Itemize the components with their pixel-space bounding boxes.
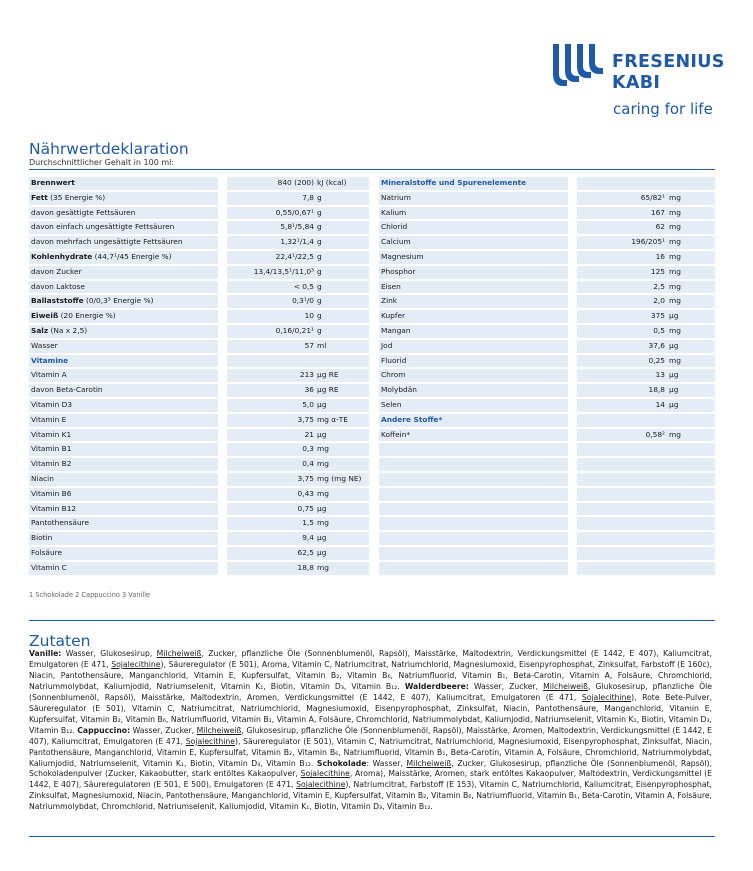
table-row: [379, 457, 719, 472]
row-label-bold: Fett: [31, 192, 48, 202]
row-value-cell: [227, 414, 369, 427]
nutrition-table-right: [379, 176, 719, 576]
row-value: 0,3¹/0: [292, 296, 314, 306]
row-label: Magnesium: [379, 251, 568, 264]
table-row: [29, 294, 369, 309]
table-row: [29, 206, 369, 221]
table-row: [379, 354, 719, 369]
table-row: [379, 250, 719, 265]
row-value: 18,8: [648, 385, 665, 395]
row-label: Wasser: [29, 340, 218, 353]
row-value-cell: [227, 369, 369, 382]
row-unit: g: [317, 266, 322, 276]
row-value-cell: [577, 488, 715, 501]
row-unit: µg: [669, 370, 679, 380]
row-label-bold: Kohlenhydrate: [31, 251, 93, 261]
row-unit: g: [317, 251, 322, 261]
row-value-cell: [227, 443, 369, 456]
row-label: Fluorid: [379, 355, 568, 368]
row-value-cell: [577, 443, 715, 456]
row-value: 0,43: [297, 488, 314, 498]
table-row: [29, 235, 369, 250]
row-label: Andere Stoffe*: [379, 414, 568, 427]
nutrition-subtitle: Durchschnittlicher Gehalt in 100 ml:: [29, 158, 175, 167]
row-value: 5,8¹/5,84: [280, 222, 314, 232]
row-unit: mg: [669, 192, 681, 202]
row-label-rest: (44,7¹/45 Energie %): [92, 251, 172, 261]
row-value: 0,16/0,21¹: [275, 325, 314, 335]
footnote: 1 Schokolade 2 Cappuccino 3 Vanille: [29, 591, 151, 599]
table-row: [29, 516, 369, 531]
row-unit: µg: [317, 503, 327, 513]
row-unit: mg: [317, 562, 329, 572]
row-unit: mg α-TE: [317, 414, 348, 424]
row-label: Natrium: [379, 192, 568, 205]
row-value-cell: [577, 532, 715, 545]
table-row: [29, 472, 369, 487]
table-row: [29, 280, 369, 295]
row-label: davon mehrfach ungesättigte Fettsäuren: [29, 236, 218, 249]
row-unit: g: [317, 237, 322, 247]
allergen-text: Milcheiweiß: [196, 725, 242, 735]
row-value-cell: [227, 192, 369, 205]
row-unit: µg: [317, 429, 327, 439]
row-value-cell: [227, 399, 369, 412]
row-value-cell: [227, 562, 369, 575]
row-label: Koffein*: [379, 429, 568, 442]
row-label: Folsäure: [29, 547, 218, 560]
row-unit: g: [317, 325, 322, 335]
row-value-cell: [227, 488, 369, 501]
table-row: [29, 561, 369, 576]
ingredients-text: [29, 649, 712, 813]
row-value: 10: [304, 311, 314, 321]
row-label-bold: Ballaststoffe: [31, 296, 84, 306]
row-value-cell: [227, 295, 369, 308]
row-value-cell: [577, 547, 715, 560]
row-value: 375: [650, 311, 665, 321]
row-value-cell: [227, 458, 369, 471]
row-value: 167: [650, 207, 665, 217]
row-label: davon Laktose: [29, 281, 218, 294]
ingredient-text: ), Natriumcitrat, Farbstoff (E 153), Vitamin C, Natriumchlorid, Kaliumcitrat, Eisenpyrophosphat, Zinksulfat, Magnesiumoxid, Niacin, Pantothensäure, Manganchlorid, Vitamin E, Kupfersulfat, Vitamin B₂, Vitamin B₆, Natriumfluorid, Vitamin B₁, Beta-Carotin, Vitamin A, Folsäure, Natriummolybdat, Chromchlorid, Natriumselenit, Kaliumjodid, Vitamin K₁, Biotin, Vitamin D₃, Vitamin B₁₂.: [29, 780, 712, 812]
ingredient-text: Wasser, Zucker,: [468, 681, 544, 691]
row-label: davon Zucker: [29, 266, 218, 279]
row-value: 1,32¹/1,4: [280, 237, 314, 247]
row-unit: mg: [317, 459, 329, 469]
row-value: 3,75: [297, 473, 314, 483]
row-unit: mg: [669, 222, 681, 232]
row-value-cell: [227, 532, 369, 545]
row-value-cell: [577, 310, 715, 323]
table-row: [379, 472, 719, 487]
table-row: [379, 413, 719, 428]
ingredient-text: , Zucker, Glukosesirup, pflanzliche Öle (Sonnenblumenöl, Rapsöl), Schokoladenpulver (Zucker, Kakaobutter, stark entöltes Kakaopulver,: [29, 758, 712, 779]
table-row: [29, 531, 369, 546]
allergen-text: Milcheiweiß: [543, 681, 588, 691]
row-label: Vitamin B2: [29, 458, 218, 471]
row-unit: mg: [669, 207, 681, 217]
row-value-cell: [227, 266, 369, 279]
row-label: Vitamin D3: [29, 399, 218, 412]
row-label: Selen: [379, 399, 568, 412]
row-value: 5,0: [302, 399, 314, 409]
row-value-cell: [577, 177, 715, 190]
row-value-cell: [577, 295, 715, 308]
row-value-cell: [577, 192, 715, 205]
row-unit: µg: [669, 385, 679, 395]
row-value-cell: [577, 281, 715, 294]
row-label: Vitamin C: [29, 562, 218, 575]
row-label: [29, 295, 218, 308]
row-unit: µg: [669, 340, 679, 350]
row-value: 62,5: [297, 547, 314, 557]
row-label: Vitamin B1: [29, 443, 218, 456]
table-row: [29, 265, 369, 280]
row-label-rest: (20 Energie %): [58, 311, 116, 321]
row-unit: ml: [317, 340, 327, 350]
row-label: [29, 325, 218, 338]
table-row: [29, 368, 369, 383]
row-value-cell: [227, 251, 369, 264]
row-label: Vitamin B12: [29, 503, 218, 516]
row-value: 0,3: [302, 444, 314, 454]
row-value: 0,25: [648, 355, 665, 365]
row-value: 125: [650, 266, 665, 276]
table-row: [379, 368, 719, 383]
row-label: [379, 517, 568, 530]
ingredient-text: Wasser, Zucker,: [130, 725, 197, 735]
table-row: [29, 309, 369, 324]
row-value-cell: [577, 221, 715, 234]
table-row: [379, 235, 719, 250]
row-label: [29, 251, 218, 264]
row-value: 22,4¹/22,5: [275, 251, 314, 261]
row-label: [29, 192, 218, 205]
table-row: [379, 502, 719, 517]
row-value-cell: [227, 281, 369, 294]
divider: [29, 169, 715, 170]
row-label-rest: (35 Energie %): [47, 192, 106, 202]
row-label: [379, 443, 568, 456]
row-label: davon gesättigte Fettsäuren: [29, 207, 218, 220]
row-value-cell: [227, 207, 369, 220]
row-unit: g: [317, 222, 322, 232]
ingredient-text: : Wasser,: [366, 758, 407, 768]
row-value: 0,58²: [645, 429, 665, 439]
row-unit: mg: [669, 296, 681, 306]
row-label: Kalium: [379, 207, 568, 220]
row-value-cell: [577, 355, 715, 368]
row-value-cell: [227, 473, 369, 486]
row-unit: mg: [317, 444, 329, 454]
row-value-cell: [227, 325, 369, 338]
row-unit: mg: [669, 251, 681, 261]
row-value: 18,8: [297, 562, 314, 572]
allergen-text: Sojalecithine: [296, 780, 346, 790]
row-label: Chlorid: [379, 221, 568, 234]
row-value: 57: [304, 340, 314, 350]
fresenius-logo-icon: [551, 44, 605, 94]
table-row: [29, 176, 369, 191]
row-label: Calcium: [379, 236, 568, 249]
row-unit: mg: [669, 355, 681, 365]
row-unit: µg RE: [317, 385, 339, 395]
row-value-cell: [577, 325, 715, 338]
ingredient-text: ), Säureregulator (E 501), Vitamin C, Natriumcitrat, Natriumchlorid, Magnesiumoxid, Eisenpyrophosphat, Zinksulfat, Niacin, Pantothensäure, Manganchlorid, Vitamin E, Kupfersulfat, Vitamin B₂, Vitamin B₆, Natriumfluorid, Vitamin B₁, Beta-Carotin, Vitamin A, Folsäure, Chromchlorid, Natriummolybdat, Kaliumjodid, Natriumselenit, Vitamin K₁, Biotin, Vitamin D₃, Vitamin B₁₂.: [29, 736, 712, 768]
row-label-rest: (Na x 2,5): [48, 325, 88, 335]
row-value: 0,75: [297, 503, 314, 513]
table-row: [29, 457, 369, 472]
row-value-cell: [227, 429, 369, 442]
allergen-text: Milcheiweiß: [156, 649, 202, 658]
row-unit: mg: [317, 518, 329, 528]
table-row: [379, 531, 719, 546]
row-value-cell: [227, 517, 369, 530]
row-value-cell: [577, 503, 715, 516]
row-label: [379, 562, 568, 575]
table-row: [379, 339, 719, 354]
ingredient-text: Wasser, Glukosesirup,: [61, 649, 157, 658]
row-label: Vitamin A: [29, 369, 218, 382]
row-unit: µg: [317, 547, 327, 557]
table-row: [379, 546, 719, 561]
ingredient-variant-label: Cappuccino:: [77, 725, 131, 735]
row-unit: mg: [669, 237, 681, 247]
ingredient-text: ), Rote Bete-Pulver, Säureregulator (E 501), Vitamin C, Natriumcitrat, Natriumchlorid, Magnesiumoxid, Eisenpyrophosphat, Zinksulfat, Niacin, Pantothensäure, Manganchlorid, Vitamin E, Kupfersulfat, Vitamin B₂, Vitamin B₆, Natriumfluorid, Vitamin B₁, Vitamin A, Folsäure, Chromchlorid, Natriummolybdat, Kaliumjodid, Natriumselenit, Vitamin K₁, Biotin, Vitamin D₃, Vitamin B₁₂.: [29, 692, 712, 735]
table-row: [29, 413, 369, 428]
row-label: [379, 473, 568, 486]
row-unit: g: [317, 207, 322, 217]
row-unit: mg: [669, 325, 681, 335]
row-unit: g: [317, 296, 322, 306]
table-row: [379, 487, 719, 502]
table-row: [29, 324, 369, 339]
row-value-cell: [227, 503, 369, 516]
row-unit: mg (mg NE): [317, 473, 362, 483]
row-value: 2,0: [653, 296, 665, 306]
row-label: [29, 310, 218, 323]
brand-tagline: caring for life: [613, 100, 713, 118]
row-label-bold: Salz: [31, 325, 49, 335]
table-row: [29, 250, 369, 265]
row-label: davon Beta-Carotin: [29, 384, 218, 397]
row-label: Pantothensäure: [29, 517, 218, 530]
row-label: [379, 547, 568, 560]
row-label: Mangan: [379, 325, 568, 338]
row-value: 2,5: [653, 281, 665, 291]
row-value: 16: [655, 251, 665, 261]
row-value-cell: [577, 562, 715, 575]
row-label: Eisen: [379, 281, 568, 294]
ingredient-text: , Glukosesirup, pflanzliche Öle (Sonnenblumenöl, Rapsöl), Maisstärke, Aromen, Maltodextrin, Verdickungsmittel (E 1442, E 407), Kaliumcitrat, Emulgatoren (E 471,: [29, 725, 713, 746]
brand-name-line2: KABI: [612, 73, 661, 93]
row-unit: g: [317, 311, 322, 321]
row-value: 9,4: [302, 533, 314, 543]
table-row: [379, 442, 719, 457]
row-value-cell: [577, 266, 715, 279]
table-row: [29, 502, 369, 517]
row-unit: kJ (kcal): [317, 178, 347, 187]
row-value: 62: [655, 222, 665, 232]
ingredient-variant-label: Schokolade: [316, 758, 367, 768]
row-value-cell: [577, 384, 715, 397]
ingredient-text: , Zucker, pflanzliche Öle (Sonnenblumenöl, Rapsöl), Maisstärke, Maltodextrin, Verdickungsmittel (E 1442, E 407), Kaliumcitrat, Emulgatoren (E 471,: [29, 649, 712, 669]
row-unit: mg: [317, 488, 329, 498]
row-value-cell: [577, 414, 715, 427]
row-unit: µg: [669, 399, 679, 409]
nutrition-table-left: [29, 176, 369, 576]
divider: [29, 836, 715, 837]
nutrition-title: Nährwertdeklaration: [29, 140, 189, 158]
row-unit: g: [317, 192, 322, 202]
row-unit: g: [317, 281, 322, 291]
row-value: 36: [304, 385, 314, 395]
row-label-bold: Eiweiß: [31, 311, 59, 321]
row-unit: mg: [669, 281, 681, 291]
table-row: [379, 265, 719, 280]
row-value: 0,4: [302, 459, 314, 469]
row-value: 840 (200): [277, 178, 314, 187]
table-row: [29, 383, 369, 398]
row-label: Kupfer: [379, 310, 568, 323]
row-label: Biotin: [29, 532, 218, 545]
allergen-text: Sojalecithine: [300, 769, 350, 779]
table-row: [29, 398, 369, 413]
row-value: 37,6: [648, 340, 665, 350]
row-value-cell: [227, 221, 369, 234]
row-label: [379, 503, 568, 516]
row-value-cell: [577, 399, 715, 412]
row-label: [379, 532, 568, 545]
row-value: 213: [299, 370, 314, 380]
table-row: [379, 398, 719, 413]
divider: [29, 620, 715, 621]
table-row: [29, 442, 369, 457]
ingredients-title: Zutaten: [29, 632, 91, 650]
row-value: 65/82¹: [640, 192, 665, 202]
row-value: 0,55/0,67¹: [275, 207, 314, 217]
row-label: Jod: [379, 340, 568, 353]
row-unit: µg: [669, 311, 679, 321]
ingredient-variant-label: Vanille:: [29, 649, 62, 658]
row-label: Zink: [379, 295, 568, 308]
ingredient-text: ), Säureregulator (E 501), Aroma, Vitamin C, Natriumcitrat, Natriumchlorid, Magnesiumoxid, Eisenpyrophosphat, Zinksulfat, Farbstoff (E 160c), Niacin, Pantothensäure, Manganchlorid, Vitamin E, Kupfersulfat, Vitamin B₂, Vitamin B₆, Natriumfluorid, Vitamin B₁, Beta-Carotin, Vitamin A, Folsäure, Chromchlorid, Natriummolybdat, Kaliumjodid, Natriumselenit, Vitamin K₁, Biotin, Vitamin D₃, Vitamin B₁₂.: [29, 659, 712, 691]
allergen-text: Sojalecithine: [111, 659, 161, 669]
row-unit: µg: [317, 399, 327, 409]
row-value-cell: [577, 369, 715, 382]
row-value-cell: [577, 458, 715, 471]
table-row: [379, 309, 719, 324]
row-value-cell: [227, 236, 369, 249]
table-row: [29, 487, 369, 502]
table-row: [29, 546, 369, 561]
row-value: 14: [655, 399, 665, 409]
row-value-cell: [227, 355, 369, 368]
ingredient-variant-label: Walderdbeere:: [404, 681, 469, 691]
table-row: [379, 516, 719, 531]
row-value: 3,75: [297, 414, 314, 424]
table-row: [29, 220, 369, 235]
row-value-cell: [577, 207, 715, 220]
row-value-cell: [577, 340, 715, 353]
table-row: [379, 294, 719, 309]
allergen-text: Sojalecithine: [581, 692, 632, 702]
row-label: Molybdän: [379, 384, 568, 397]
row-value: < 0,5: [293, 281, 314, 291]
row-value-cell: [227, 177, 369, 190]
row-label-rest: (0/0,3³ Energie %): [83, 296, 154, 306]
row-value-cell: [577, 429, 715, 442]
row-value: 21: [304, 429, 314, 439]
table-row: [379, 280, 719, 295]
row-value: 13,4/13,5¹/11,0³: [253, 266, 314, 276]
row-label: Niacin: [29, 473, 218, 486]
row-value: 196/205¹: [631, 237, 665, 247]
table-row: [379, 220, 719, 235]
row-label: Vitamin B6: [29, 488, 218, 501]
table-row: [379, 191, 719, 206]
row-unit: mg: [669, 266, 681, 276]
allergen-text: Sojalecithine: [185, 736, 236, 746]
row-label: Chrom: [379, 369, 568, 382]
row-unit: µg: [317, 533, 327, 543]
allergen-text: Milcheiweiß: [406, 758, 452, 768]
row-label: [379, 488, 568, 501]
row-value-cell: [227, 547, 369, 560]
table-row: [379, 428, 719, 443]
brand-name-line1: FRESENIUS: [612, 52, 725, 72]
row-label: [379, 458, 568, 471]
row-value-cell: [227, 310, 369, 323]
row-value-cell: [577, 473, 715, 486]
ingredient-text: , Aroma), Maisstärke, Aromen, stark entöltes Kakaopulver, Maltodextrin, Verdickungsmittel (E 1442, E 407), Säureregulatoren (E 501, E 500), Emulgatoren (E 471,: [29, 769, 712, 790]
row-label: Mineralstoffe und Spurenelemente: [379, 177, 568, 190]
row-value-cell: [577, 517, 715, 530]
row-value: 13: [655, 370, 665, 380]
table-row: [379, 561, 719, 576]
table-row: [29, 354, 369, 369]
table-row: [379, 206, 719, 221]
row-label: Phosphor: [379, 266, 568, 279]
table-row: [29, 428, 369, 443]
row-label: Vitamin K1: [29, 429, 218, 442]
table-row: [29, 339, 369, 354]
row-label: Vitamine: [29, 355, 218, 368]
ingredient-text: , Glukosesirup, pflanzliche Öle (Sonnenblumenöl, Rapsöl), Maisstärke, Maltodextrin, Aromen, Verdickungsmittel (E 1442, E 407), Kaliumcitrat, Emulgatoren (E 471,: [29, 681, 712, 702]
row-label: davon einfach ungesättigte Fettsäuren: [29, 221, 218, 234]
row-value-cell: [577, 251, 715, 264]
row-value: 1,5: [302, 518, 314, 528]
table-row: [379, 324, 719, 339]
row-label: Vitamin E: [29, 414, 218, 427]
row-label: Brennwert: [29, 177, 218, 190]
row-unit: µg RE: [317, 370, 339, 380]
row-value: 0,5: [653, 325, 665, 335]
table-row: [379, 383, 719, 398]
brand-logo: [551, 41, 731, 121]
table-row: [29, 191, 369, 206]
table-row: [379, 176, 719, 191]
row-value: 7,8: [302, 192, 314, 202]
row-unit: mg: [669, 429, 681, 439]
row-value-cell: [577, 236, 715, 249]
row-value-cell: [227, 384, 369, 397]
row-value-cell: [227, 340, 369, 353]
